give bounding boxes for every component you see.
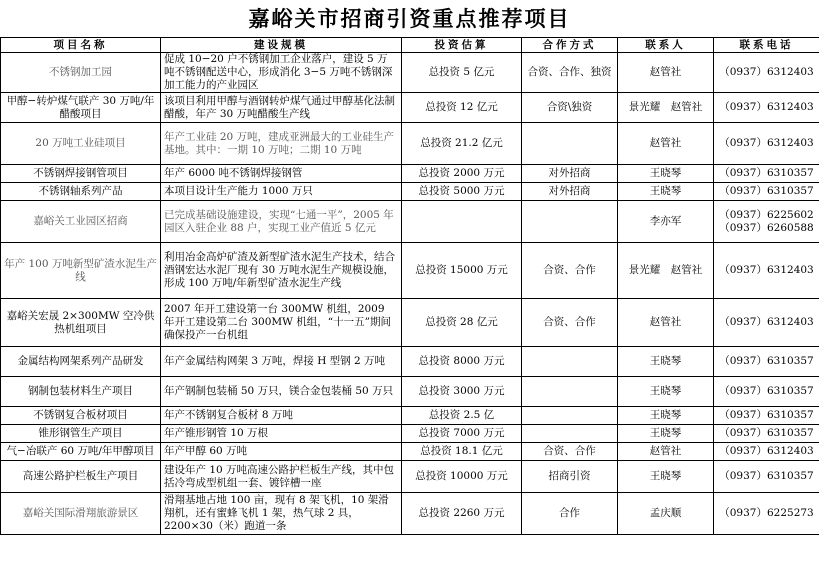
project-name: 不锈钢焊接钢管项目 bbox=[1, 165, 161, 183]
project-contact: 景光耀 赵管社 bbox=[618, 93, 714, 123]
project-invest: 总投资 18.1 亿元 bbox=[402, 443, 522, 461]
table-row bbox=[1, 93, 819, 123]
project-invest: 总投资 28 亿元 bbox=[402, 299, 522, 347]
project-name: 高速公路护栏板生产项目 bbox=[1, 461, 161, 493]
project-scale: 年产 6000 吨不锈钢焊接钢管 bbox=[161, 165, 402, 183]
project-mode bbox=[522, 377, 618, 407]
project-phone: （0937）6310357 bbox=[714, 165, 819, 183]
project-name: 锥形钢管生产项目 bbox=[1, 425, 161, 443]
project-invest: 总投资 2.5 亿 bbox=[402, 407, 522, 425]
project-phone: （0937）6312403 bbox=[714, 53, 819, 93]
project-name: 20 万吨工业硅项目 bbox=[1, 123, 161, 165]
project-invest: 总投资 15000 万元 bbox=[402, 243, 522, 299]
table-row bbox=[1, 493, 819, 535]
table-row bbox=[1, 461, 819, 493]
header-name: 项目名称 bbox=[1, 38, 161, 53]
project-mode: 合资\独资 bbox=[522, 93, 618, 123]
header-invest: 投资估算 bbox=[402, 38, 522, 53]
project-contact: 孟庆顺 bbox=[618, 493, 714, 535]
project-name: 嘉峪关宏晟 2×300MW 空冷供热机组项目 bbox=[1, 299, 161, 347]
project-scale: 建设年产 10 万吨高速公路护栏板生产线，其中包括冷弯成型机组一套、镀锌槽一座 bbox=[161, 461, 402, 493]
project-phone: （0937）6225602 （0937）6260588 bbox=[714, 201, 819, 243]
project-invest: 总投资 8000 万元 bbox=[402, 347, 522, 377]
project-contact: 李亦军 bbox=[618, 201, 714, 243]
table-row bbox=[1, 407, 819, 425]
project-phone: （0937）6310357 bbox=[714, 407, 819, 425]
table-row bbox=[1, 443, 819, 461]
project-contact: 王晓琴 bbox=[618, 461, 714, 493]
project-contact: 赵管社 bbox=[618, 299, 714, 347]
project-invest: 总投资 3000 万元 bbox=[402, 377, 522, 407]
project-scale: 促成 10−20 户不锈钢加工企业落户，建设 5 万吨不锈钢配送中心，形成消化 3−5 万吨不锈钢深加工能力的产业园区 bbox=[161, 53, 402, 93]
project-invest bbox=[402, 201, 522, 243]
project-invest: 总投资 2260 万元 bbox=[402, 493, 522, 535]
project-mode: 合资、合作 bbox=[522, 243, 618, 299]
table-row bbox=[1, 53, 819, 93]
project-name: 甲醇−转炉煤气联产 30 万吨/年醋酸项目 bbox=[1, 93, 161, 123]
project-scale: 本项目设计生产能力 1000 万只 bbox=[161, 183, 402, 201]
table-row bbox=[1, 243, 819, 299]
project-mode: 对外招商 bbox=[522, 165, 618, 183]
project-mode bbox=[522, 425, 618, 443]
table-row bbox=[1, 183, 819, 201]
project-contact: 王晓琴 bbox=[618, 183, 714, 201]
project-name: 气−冶联产 60 万吨/年甲醇项目 bbox=[1, 443, 161, 461]
project-contact: 王晓琴 bbox=[618, 425, 714, 443]
table-row bbox=[1, 201, 819, 243]
project-contact: 赵管社 bbox=[618, 123, 714, 165]
project-contact: 王晓琴 bbox=[618, 347, 714, 377]
header-scale: 建设规模 bbox=[161, 38, 402, 53]
project-contact: 王晓琴 bbox=[618, 377, 714, 407]
project-phone: （0937）6312403 bbox=[714, 443, 819, 461]
project-phone: （0937）6310357 bbox=[714, 461, 819, 493]
project-mode bbox=[522, 123, 618, 165]
header-mode: 合作方式 bbox=[522, 38, 618, 53]
project-invest: 总投资 5000 万元 bbox=[402, 183, 522, 201]
project-phone: （0937）6312403 bbox=[714, 299, 819, 347]
project-mode bbox=[522, 201, 618, 243]
project-phone: （0937）6225273 bbox=[714, 493, 819, 535]
project-phone: （0937）6310357 bbox=[714, 183, 819, 201]
project-phone: （0937）6310357 bbox=[714, 377, 819, 407]
project-mode: 合资、合作、独资 bbox=[522, 53, 618, 93]
project-scale: 年产甲醇 60 万吨 bbox=[161, 443, 402, 461]
table-header-row bbox=[1, 38, 819, 53]
project-name: 嘉峪关工业园区招商 bbox=[1, 201, 161, 243]
project-phone: （0937）6312403 bbox=[714, 243, 819, 299]
project-name: 不锈钢加工园 bbox=[1, 53, 161, 93]
table-row bbox=[1, 347, 819, 377]
project-scale: 年产工业硅 20 万吨，建成亚洲最大的工业硅生产基地。其中：一期 10 万吨；二期 10 万吨 bbox=[161, 123, 402, 165]
project-mode: 合资、合作 bbox=[522, 299, 618, 347]
project-scale: 年产金属结构网架 3 万吨，焊接 H 型钢 2 万吨 bbox=[161, 347, 402, 377]
project-contact: 赵管社 bbox=[618, 443, 714, 461]
project-phone: （0937）6312403 bbox=[714, 123, 819, 165]
project-name: 金属结构网架系列产品研发 bbox=[1, 347, 161, 377]
project-invest: 总投资 21.2 亿元 bbox=[402, 123, 522, 165]
project-scale: 该项目利用甲醇与酒钢转炉煤气通过甲醇基化法制醋酸，年产 30 万吨醋酸生产线 bbox=[161, 93, 402, 123]
page-title: 嘉峪关市招商引资重点推荐项目 bbox=[248, 7, 571, 31]
project-invest: 总投资 2000 万元 bbox=[402, 165, 522, 183]
project-name: 钢制包装材料生产项目 bbox=[1, 377, 161, 407]
project-scale: 已完成基础设施建设，实现“七通一平”，2005 年园区入驻企业 88 户，实现工业产值近 5 亿元 bbox=[161, 201, 402, 243]
projects-table bbox=[0, 37, 819, 535]
project-contact: 王晓琴 bbox=[618, 407, 714, 425]
table-row bbox=[1, 425, 819, 443]
table-row bbox=[1, 299, 819, 347]
project-invest: 总投资 12 亿元 bbox=[402, 93, 522, 123]
project-name: 年产 100 万吨新型矿渣水泥生产线 bbox=[1, 243, 161, 299]
project-mode: 合资、合作 bbox=[522, 443, 618, 461]
project-invest: 总投资 10000 万元 bbox=[402, 461, 522, 493]
project-scale: 滑翔基地占地 100 亩，现有 8 架飞机，10 架滑翔机，还有蜜蜂飞机 1 架，热气球 2 具，2200×30（米）跑道一条 bbox=[161, 493, 402, 535]
table-row bbox=[1, 165, 819, 183]
project-scale: 2007 年开工建设第一台 300MW 机组，2009 年开工建设第二台 300MW 机组，“十一五”期间确保投产一台机组 bbox=[161, 299, 402, 347]
project-invest: 总投资 5 亿元 bbox=[402, 53, 522, 93]
project-scale: 年产锥形钢管 10 万根 bbox=[161, 425, 402, 443]
project-contact: 赵管社 bbox=[618, 53, 714, 93]
project-phone: （0937）6310357 bbox=[714, 347, 819, 377]
project-mode: 合作 bbox=[522, 493, 618, 535]
project-invest: 总投资 7000 万元 bbox=[402, 425, 522, 443]
project-name: 不锈钢复合板材项目 bbox=[1, 407, 161, 425]
header-phone: 联系电话 bbox=[714, 38, 819, 53]
project-scale: 利用冶金高炉矿渣及新型矿渣水泥生产技术，结合酒钢宏达水泥厂现有 30 万吨水泥生产规模设施，形成 100 万吨/年新型矿渣水泥生产线 bbox=[161, 243, 402, 299]
project-scale: 年产不锈钢复合板材 8 万吨 bbox=[161, 407, 402, 425]
project-mode bbox=[522, 347, 618, 377]
project-mode: 对外招商 bbox=[522, 183, 618, 201]
project-name: 不锈钢轴系列产品 bbox=[1, 183, 161, 201]
table-row bbox=[1, 377, 819, 407]
project-phone: （0937）6310357 bbox=[714, 425, 819, 443]
table-row bbox=[1, 123, 819, 165]
header-contact: 联系人 bbox=[618, 38, 714, 53]
project-contact: 景光耀 赵管社 bbox=[618, 243, 714, 299]
project-phone: （0937）6312403 bbox=[714, 93, 819, 123]
project-mode: 招商引资 bbox=[522, 461, 618, 493]
project-scale: 年产钢制包装桶 50 万只，镁合金包装桶 50 万只 bbox=[161, 377, 402, 407]
project-contact: 王晓琴 bbox=[618, 165, 714, 183]
project-mode bbox=[522, 407, 618, 425]
project-name: 嘉峪关国际滑翔旅游景区 bbox=[1, 493, 161, 535]
